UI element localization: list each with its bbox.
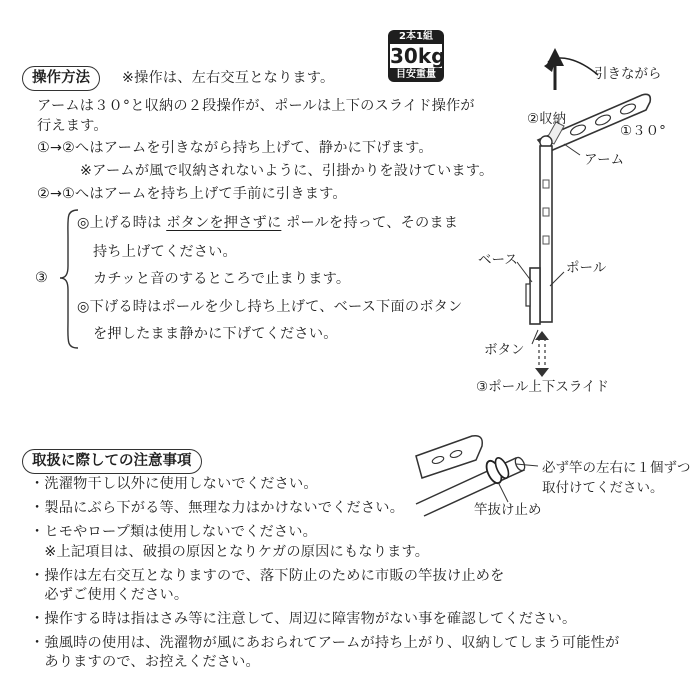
stopper-note-line2: 取付けてください。: [542, 480, 664, 496]
step3-lower-line1: ◎下げる時はポールを少し持ち上げて、ベース下面のボタン: [77, 299, 463, 315]
badge-weight-caption: 目安重量: [388, 68, 444, 82]
pole-label: ポール: [566, 260, 607, 276]
arm-label: アーム: [584, 152, 625, 168]
stopper-note-line1: 必ず竿の左右に１個ずつ: [542, 460, 691, 476]
precaution-item: ・強風時の使用は、洗濯物が風にあおられてアームが持ち上がり、収納してしまう可能性が: [30, 635, 620, 651]
step3-label: ③: [35, 270, 48, 286]
step3-raise-line2: 持ち上げてください。: [93, 244, 237, 260]
step3-lower-line2: を押したまま静かに下げてください。: [93, 326, 338, 342]
store-label: ②収納: [527, 111, 567, 127]
step-2-to-1: ②→①へはアームを持ち上げて手前に引きます。: [37, 186, 347, 202]
stopper-label: 竿抜け止め: [474, 502, 542, 518]
alternate-note: ※操作は、左右交互となります。: [122, 70, 335, 86]
badge-weight-value: 30kg: [390, 44, 446, 68]
intro-line-2: 行えます。: [37, 118, 108, 134]
precaution-item: ・操作は左右交互となりますので、落下防止のために市販の竿抜け止めを: [30, 568, 505, 584]
pull-label: 引きながら: [594, 66, 662, 82]
precaution-item: ・製品にぶら下がる等、無理な力はかけないでください。: [30, 500, 405, 516]
store-arrow-head: [546, 48, 564, 66]
badge-set-label: 2本1組: [388, 30, 444, 44]
precaution-item: 必ずご使用ください。: [30, 587, 189, 603]
precaution-item: ※上記項目は、破損の原因となりケガの原因にもなります。: [30, 544, 430, 560]
intro-line-1: アームは３０°と収納の２段操作が、ポールは上下のスライド操作が: [37, 98, 475, 114]
weight-capacity-badge: [388, 30, 444, 82]
raise-suffix: ポールを持って、そのまま: [281, 215, 459, 231]
operation-method-header: 操作方法: [22, 66, 100, 91]
step3-raise-line1: [77, 216, 458, 230]
precaution-item: ・ヒモやロープ類は使用しないでください。: [30, 524, 318, 540]
precaution-item: ありますので、お控えください。: [30, 654, 260, 670]
step-1-to-2: ①→②へはアームを引きながら持ち上げて、静かに下げます。: [37, 140, 433, 156]
base-label: ベース: [478, 252, 518, 268]
button-label: ボタン: [484, 342, 525, 358]
precautions-header: 取扱に際しての注意事項: [22, 449, 202, 474]
step3-raise-line3: カチッと音のするところで止まります。: [93, 271, 351, 287]
precaution-item: ・操作する時は指はさみ等に注意して、周辺に障害物がない事を確認してください。: [30, 611, 577, 627]
angle-label: ①３０°: [620, 123, 666, 139]
raise-prefix: ◎上げる時は: [77, 215, 167, 231]
pole-shape: [540, 146, 552, 322]
raise-underlined: ボタンを押さずに: [166, 215, 282, 231]
precaution-item: ・洗濯物干し以外に使用しないでください。: [30, 476, 318, 492]
base-shape: [530, 268, 540, 324]
slide-label: ③ポール上下スライド: [476, 379, 609, 395]
step-1-to-2-note: ※アームが風で収納されないように、引掛かりを設けています。: [80, 163, 494, 179]
